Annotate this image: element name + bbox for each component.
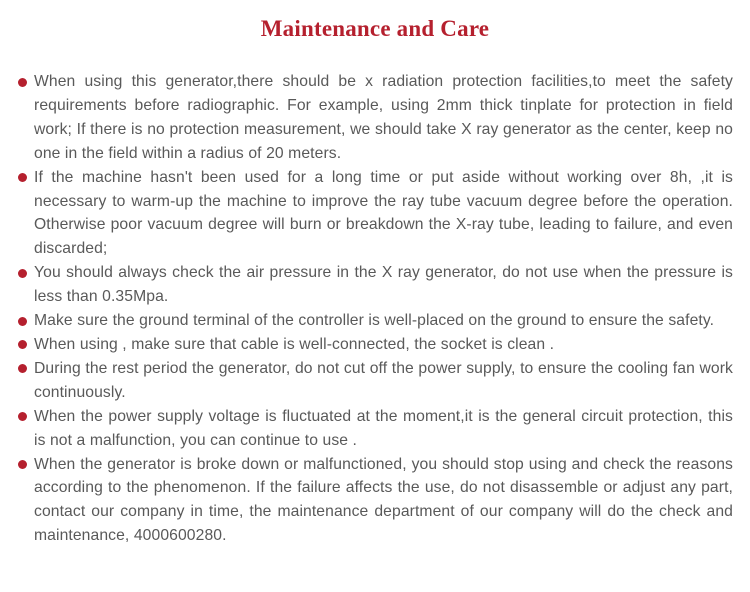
bullet-icon: [18, 340, 27, 349]
list-item-text: When using this generator,there should be x radiation protection facilities,to meet the safety requirements before radiographic. For example, using 2mm thick tinplate for protection in field work; If there is no protection measurement, we should take X ray generator as the center, keep no one in the field within a radius of 20 meters.: [34, 73, 733, 162]
bullet-icon: [18, 173, 27, 182]
list-item-text: Make sure the ground terminal of the controller is well-placed on the ground to ensure the safety.: [34, 312, 715, 330]
list-item: [18, 453, 733, 549]
list-item: [18, 70, 733, 166]
bullet-icon: [18, 78, 27, 87]
maintenance-bullet-list: [0, 70, 750, 548]
list-item: [18, 309, 733, 333]
list-item-text: When using , make sure that cable is well-connected, the socket is clean .: [34, 335, 555, 353]
bullet-icon: [18, 460, 27, 469]
bullet-icon: [18, 412, 27, 421]
list-item-text: When the generator is broke down or malfunctioned, you should stop using and check the reasons according to the phenomenon. If the failure affects the use, do not disassemble or adjust any part, contact our company in time, the maintenance department of our company will do the check and maintenance, 4000600280.: [34, 455, 733, 545]
list-item: [18, 405, 733, 453]
list-item-text: If the machine hasn't been used for a long time or put aside without working over 8h, ,it is necessary to warm-up the machine to improve the ray tube vacuum degree before the operation. Otherwise poor vacuum degree will burn or breakdown the X-ray tube, leading to failure, and even discarded;: [34, 168, 733, 258]
bullet-icon: [18, 269, 27, 278]
list-item: [18, 333, 733, 357]
list-item: [18, 166, 733, 262]
bullet-icon: [18, 317, 27, 326]
list-item: [18, 357, 733, 405]
page-title: Maintenance and Care: [260, 16, 490, 41]
list-item-text: When the power supply voltage is fluctuated at the moment,it is the general circuit protection, this is not a malfunction, you can continue to use .: [34, 407, 733, 449]
bullet-icon: [18, 364, 27, 373]
list-item-text: You should always check the air pressure in the X ray generator, do not use when the pressure is less than 0.35Mpa.: [34, 264, 733, 306]
list-item-text: During the rest period the generator, do not cut off the power supply, to ensure the cooling fan work continuously.: [34, 359, 733, 401]
list-item: [18, 261, 733, 309]
